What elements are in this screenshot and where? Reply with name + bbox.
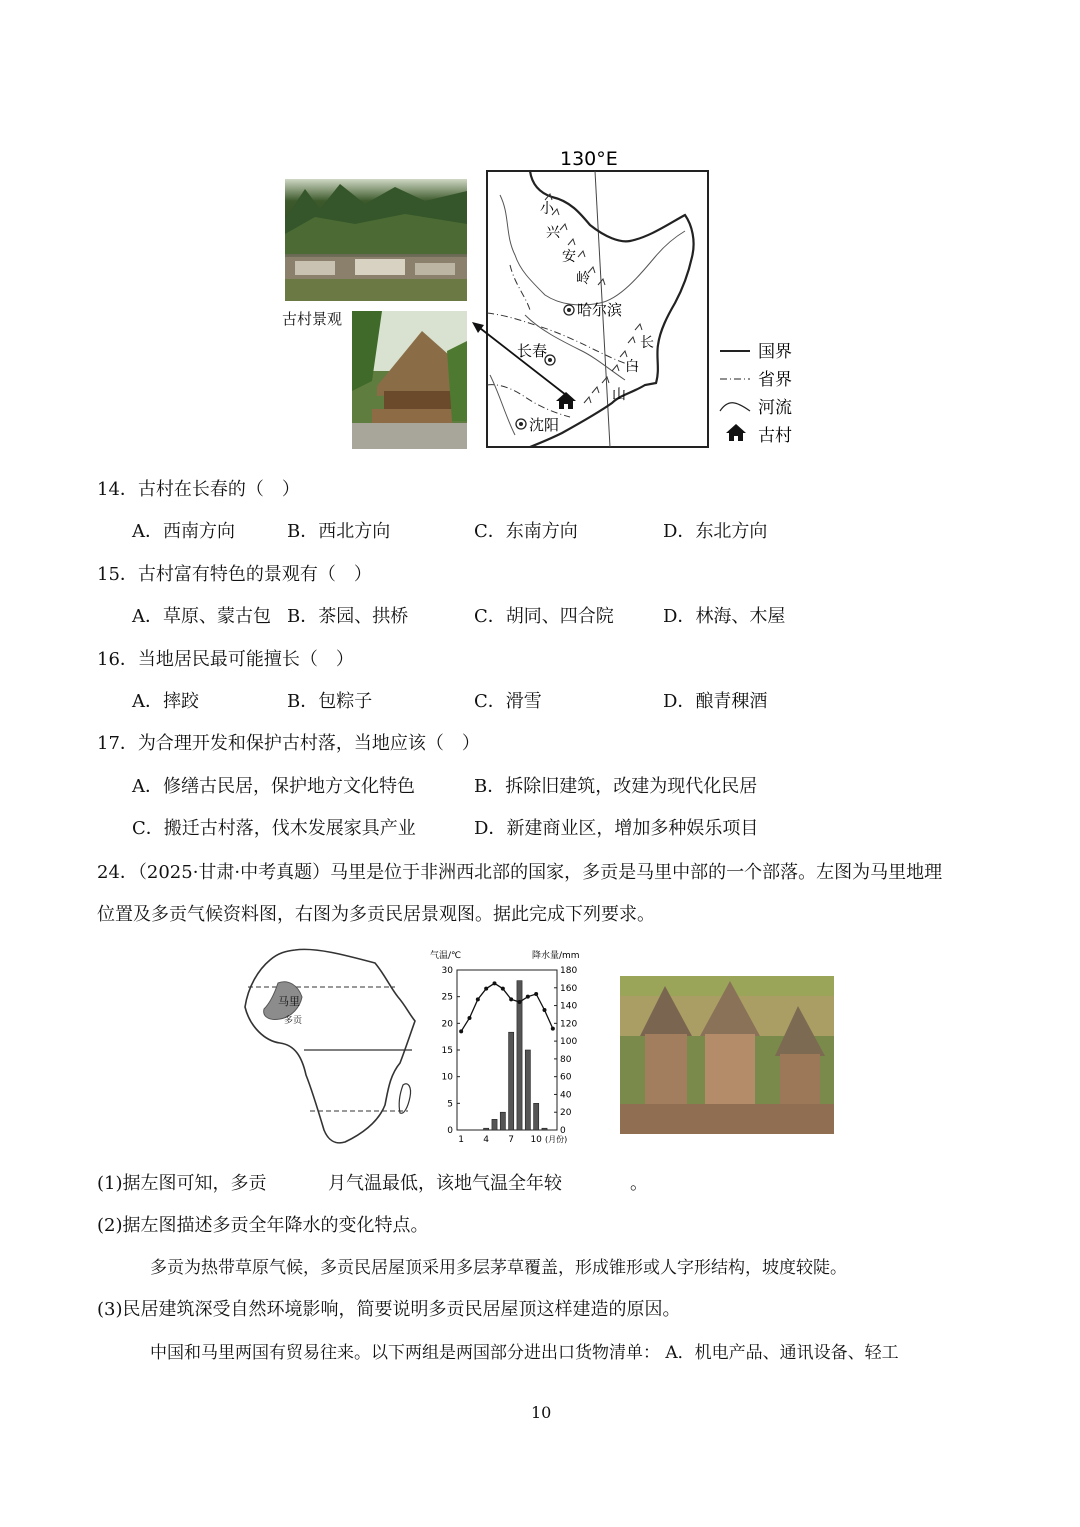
- option-d[interactable]: [663, 520, 767, 544]
- option-text: 酿青稞酒: [695, 691, 768, 712]
- option-b[interactable]: [287, 605, 408, 629]
- question-stem: [97, 478, 300, 502]
- northeast-china-map: [470, 145, 830, 455]
- option-letter: B．: [287, 521, 319, 542]
- question-number: 17．: [97, 733, 138, 754]
- question-text: 古村在长春的（ ）: [137, 479, 300, 500]
- range-label-xing: 兴: [546, 225, 560, 241]
- q24-sub3: (3)民居建筑深受自然环境影响，简要说明多贡民居屋顶这样建造的原因。: [97, 1299, 681, 1320]
- q24-sub2: (2)据左图描述多贡全年降水的变化特点。: [97, 1215, 429, 1236]
- question-stem: [97, 563, 372, 587]
- y-tick-label-right: 60: [560, 1072, 572, 1083]
- option-d[interactable]: [663, 690, 767, 714]
- provincial-border: [487, 313, 640, 367]
- x-tick-label: 10: [530, 1135, 542, 1145]
- x-axis-label: (月份): [545, 1135, 568, 1144]
- range-label-bai: 白: [625, 359, 639, 375]
- arrowhead: [472, 322, 484, 333]
- option-text: 胡同、四合院: [505, 606, 614, 627]
- option-letter: C．: [474, 606, 506, 627]
- africa-outline: [245, 949, 415, 1143]
- photo-caption: 古村景观: [282, 310, 343, 328]
- y-tick-label-right: 40: [560, 1090, 572, 1101]
- option-a[interactable]: [132, 605, 271, 629]
- precipitation-bar: [492, 1119, 497, 1130]
- temperature-point: [459, 1029, 463, 1033]
- city-label-harbin: 哈尔滨: [577, 301, 623, 319]
- option-c[interactable]: [474, 690, 542, 714]
- option-text: 东南方向: [505, 521, 578, 542]
- q24-sub1-part1: (1)据左图可知，多贡: [97, 1173, 267, 1194]
- y-tick-label-right: 100: [560, 1037, 578, 1048]
- dogon-label: 多贡: [284, 1016, 303, 1026]
- village-photo-bottom: [352, 311, 467, 449]
- question-stem: [97, 732, 480, 756]
- legend-village: 古村: [758, 426, 792, 446]
- option-letter: C．: [474, 521, 506, 542]
- option-c[interactable]: [474, 520, 578, 544]
- y-tick-label-left: 30: [441, 966, 453, 976]
- option-text: 包粽子: [318, 691, 373, 712]
- village-photo-top: [285, 179, 467, 301]
- option-text: 修缮古民居，保护地方文化特色: [163, 776, 415, 797]
- temperature-point: [551, 1027, 555, 1031]
- x-tick-label: 4: [483, 1135, 490, 1145]
- q24-stem-line2: 位置及多贡气候资料图，右图为多贡民居景观图。据此完成下列要求。: [97, 904, 655, 925]
- precipitation-bar: [484, 1128, 489, 1130]
- option-letter: B．: [474, 776, 506, 797]
- y-tick-label-left: 0: [447, 1126, 453, 1136]
- option-text: 拆除旧建筑，改建为现代化民居: [505, 776, 758, 797]
- legend-village-icon: [726, 424, 746, 433]
- q24-passage1: 多贡为热带草原气候，多贡民居屋顶采用多层茅草覆盖，形成锥形或人字形结构，坡度较陡。: [150, 1258, 847, 1278]
- x-tick-label: 1: [458, 1135, 465, 1145]
- y-tick-label-right: 0: [560, 1126, 566, 1136]
- range-label-an: 安: [562, 249, 576, 265]
- legend-provincial-border: 省界: [758, 370, 792, 390]
- option-letter: A．: [132, 606, 163, 627]
- option-a[interactable]: [132, 775, 415, 799]
- city-shenyang: [516, 416, 559, 434]
- option-letter: C．: [474, 691, 506, 712]
- question-number: 16．: [97, 649, 138, 670]
- option-text: 滑雪: [505, 691, 542, 712]
- option-letter: D．: [663, 606, 696, 627]
- question-text: 为合理开发和保护古村落，当地应该（ ）: [137, 733, 480, 754]
- option-d[interactable]: [474, 817, 758, 841]
- temperature-point: [534, 992, 538, 996]
- option-c[interactable]: [474, 605, 614, 629]
- river: [490, 375, 515, 435]
- question-number: 14．: [97, 479, 138, 500]
- y-tick-label-left: 5: [447, 1099, 453, 1110]
- option-text: 草原、蒙古包: [163, 606, 271, 627]
- answer-blank-month[interactable]: [272, 1172, 326, 1196]
- x-tick-label: 7: [508, 1135, 515, 1145]
- option-text: 西北方向: [318, 521, 391, 542]
- y-tick-label-right: 180: [560, 966, 578, 976]
- option-b[interactable]: [287, 520, 390, 544]
- temperature-point: [526, 995, 530, 999]
- option-letter: A．: [132, 691, 163, 712]
- mali-label: 马里: [278, 995, 300, 1008]
- temperature-point: [493, 981, 497, 985]
- question-number: 15．: [97, 564, 138, 585]
- option-text: 西南方向: [163, 521, 235, 542]
- precipitation-bar: [525, 1050, 530, 1130]
- dogon-house-photo: [620, 976, 834, 1134]
- option-letter: C．: [132, 818, 164, 839]
- map-legend: [720, 342, 792, 446]
- legend-river: 河流: [758, 398, 792, 418]
- q24-stem-line1: 24．（2025·甘肃·中考真题）马里是位于非洲西北部的国家，多贡是马里中部的一个部落。左图为马里地理: [97, 862, 943, 883]
- precipitation-bar: [509, 1032, 514, 1130]
- q24-sub1-part3: 。: [630, 1173, 648, 1194]
- option-b[interactable]: [287, 690, 372, 714]
- option-c[interactable]: [132, 817, 416, 841]
- option-text: 摔跤: [163, 691, 199, 712]
- option-letter: B．: [287, 691, 319, 712]
- option-a[interactable]: [132, 690, 199, 714]
- africa-mali-map: [240, 945, 420, 1150]
- y-tick-label-right: 80: [560, 1054, 572, 1065]
- option-letter: D．: [663, 691, 696, 712]
- option-letter: A．: [132, 521, 163, 542]
- y-axis-label-left: 气温/℃: [430, 951, 462, 961]
- temperature-point: [468, 1016, 472, 1020]
- q24-passage2: 中国和马里两国有贸易往来。以下两组是两国部分进出口货物清单： A．机电产品、通讯设备、轻工: [150, 1343, 899, 1363]
- temperature-point: [543, 1008, 547, 1012]
- river: [500, 195, 685, 305]
- page-number: 10: [531, 1403, 552, 1422]
- option-a[interactable]: [132, 520, 235, 544]
- y-tick-label-right: 160: [560, 983, 578, 994]
- y-tick-label-left: 10: [441, 1072, 453, 1083]
- precipitation-bar: [534, 1103, 539, 1130]
- y-tick-label-right: 20: [560, 1108, 572, 1119]
- range-label-shan: 山: [612, 387, 626, 403]
- option-d[interactable]: [663, 605, 785, 629]
- provincial-border: [510, 265, 530, 310]
- y-tick-label-left: 25: [441, 992, 453, 1003]
- temperature-point: [501, 987, 505, 991]
- precipitation-bar: [542, 1128, 547, 1130]
- range-label-xiao: 小: [540, 201, 554, 217]
- y-tick-label-right: 120: [560, 1019, 578, 1030]
- precipitation-bar: [500, 1112, 505, 1130]
- temperature-point: [476, 997, 480, 1001]
- temperature-point: [518, 1000, 522, 1004]
- option-b[interactable]: [474, 775, 757, 799]
- y-tick-label-left: 15: [441, 1046, 453, 1056]
- option-letter: B．: [287, 606, 319, 627]
- y-axis-label-right: 降水量/mm: [532, 951, 580, 961]
- temperature-point: [509, 997, 513, 1001]
- question-stem: [97, 648, 354, 672]
- city-label-shenyang: 沈阳: [529, 416, 560, 434]
- temperature-point: [484, 987, 488, 991]
- option-text: 搬迁古村落，伐木发展家具产业: [163, 818, 416, 839]
- y-tick-label-right: 140: [560, 1001, 578, 1012]
- question-text: 当地居民最可能擅长（ ）: [137, 649, 354, 670]
- option-text: 茶园、拱桥: [318, 606, 409, 627]
- option-letter: D．: [663, 521, 696, 542]
- longitude-label: 130°E: [560, 148, 618, 170]
- q24-sub1-part2: 月气温最低，该地气温全年较: [328, 1173, 562, 1194]
- temperature-line: [461, 983, 553, 1031]
- city-harbin: [564, 301, 622, 319]
- dogon-climate-chart: [430, 945, 590, 1150]
- option-letter: A．: [132, 776, 163, 797]
- answer-blank-temperature[interactable]: [575, 1172, 629, 1196]
- madagascar: [399, 1084, 410, 1114]
- option-letter: D．: [474, 818, 507, 839]
- range-label-ling: 岭: [576, 271, 590, 287]
- legend-national-border: 国界: [758, 342, 792, 362]
- option-text: 新建商业区，增加多种娱乐项目: [506, 818, 759, 839]
- option-text: 东北方向: [695, 521, 768, 542]
- city-label-changchun: 长春: [517, 342, 548, 360]
- y-tick-label-left: 20: [441, 1019, 453, 1030]
- option-text: 林海、木屋: [695, 606, 786, 627]
- range-label-chang: 长: [640, 335, 654, 351]
- question-text: 古村富有特色的景观有（ ）: [137, 564, 372, 585]
